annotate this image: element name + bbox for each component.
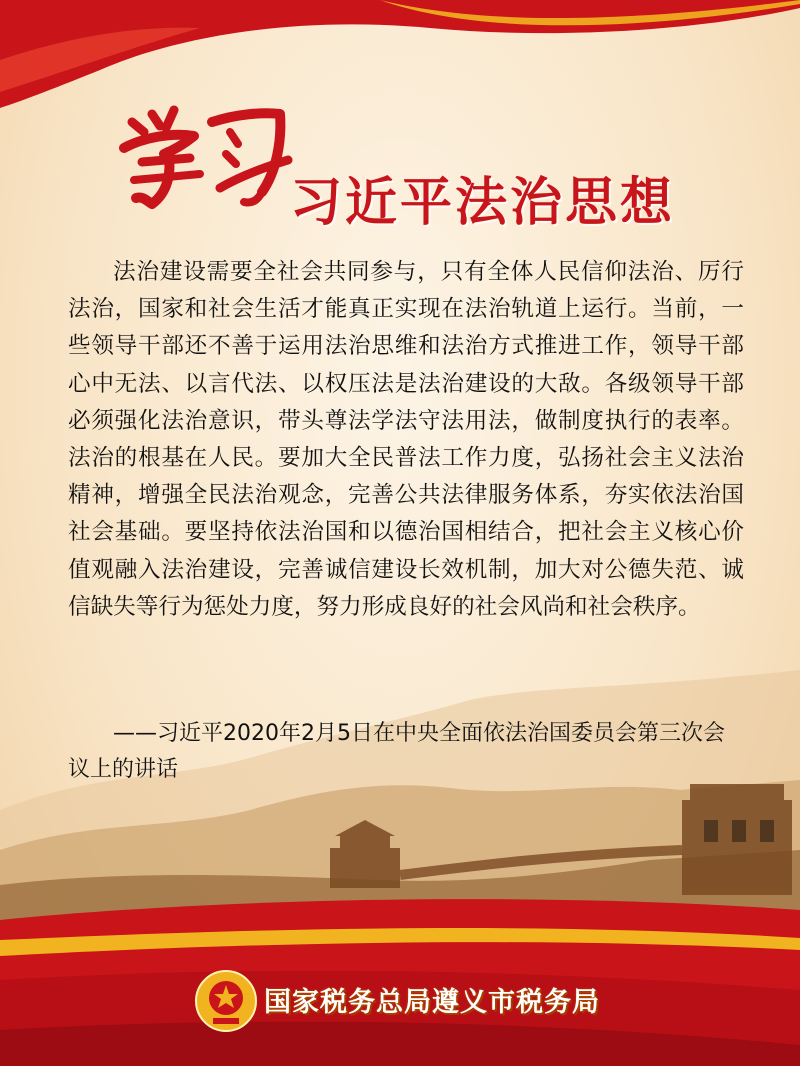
body-paragraph: 法治建设需要全社会共同参与，只有全体人民信仰法治、厉行法治，国家和社会生活才能真正实现在法治轨道上运行。当前，一些领导干部还不善于运用法治思维和法治方式推进工作，领导干部心中无法、以言代法、以权压法是法治建设的大敌。各级领导干部必须强化法治意识，带头尊法学法守法用法，做制度执行的表率。法治的根基在人民。要加大全民普法工作力度，弘扬社会主义法治精神，增强全民法治观念，完善公共法律服务体系，夯实依法治国社会基础。要坚持依法治国和以德治国相结合，把社会主义核心价值观融入法治建设，完善诚信建设长效机制，加大对公德失范、诚信缺失等行为惩处力度，努力形成良好的社会风尚和社会秩序。 xyxy=(68,259,744,620)
page-title: 习近平法治思想 xyxy=(290,172,676,233)
quote-attribution: ——习近平2020年2月5日在中央全面依法治国委员会第三次会议上的讲话 xyxy=(68,721,725,782)
tax-bureau-emblem-icon xyxy=(193,968,259,1034)
footer-banner xyxy=(0,880,800,1066)
calligraphy-title xyxy=(112,92,302,222)
organization-name: 国家税务总局遵义市税务局 xyxy=(264,987,600,1018)
